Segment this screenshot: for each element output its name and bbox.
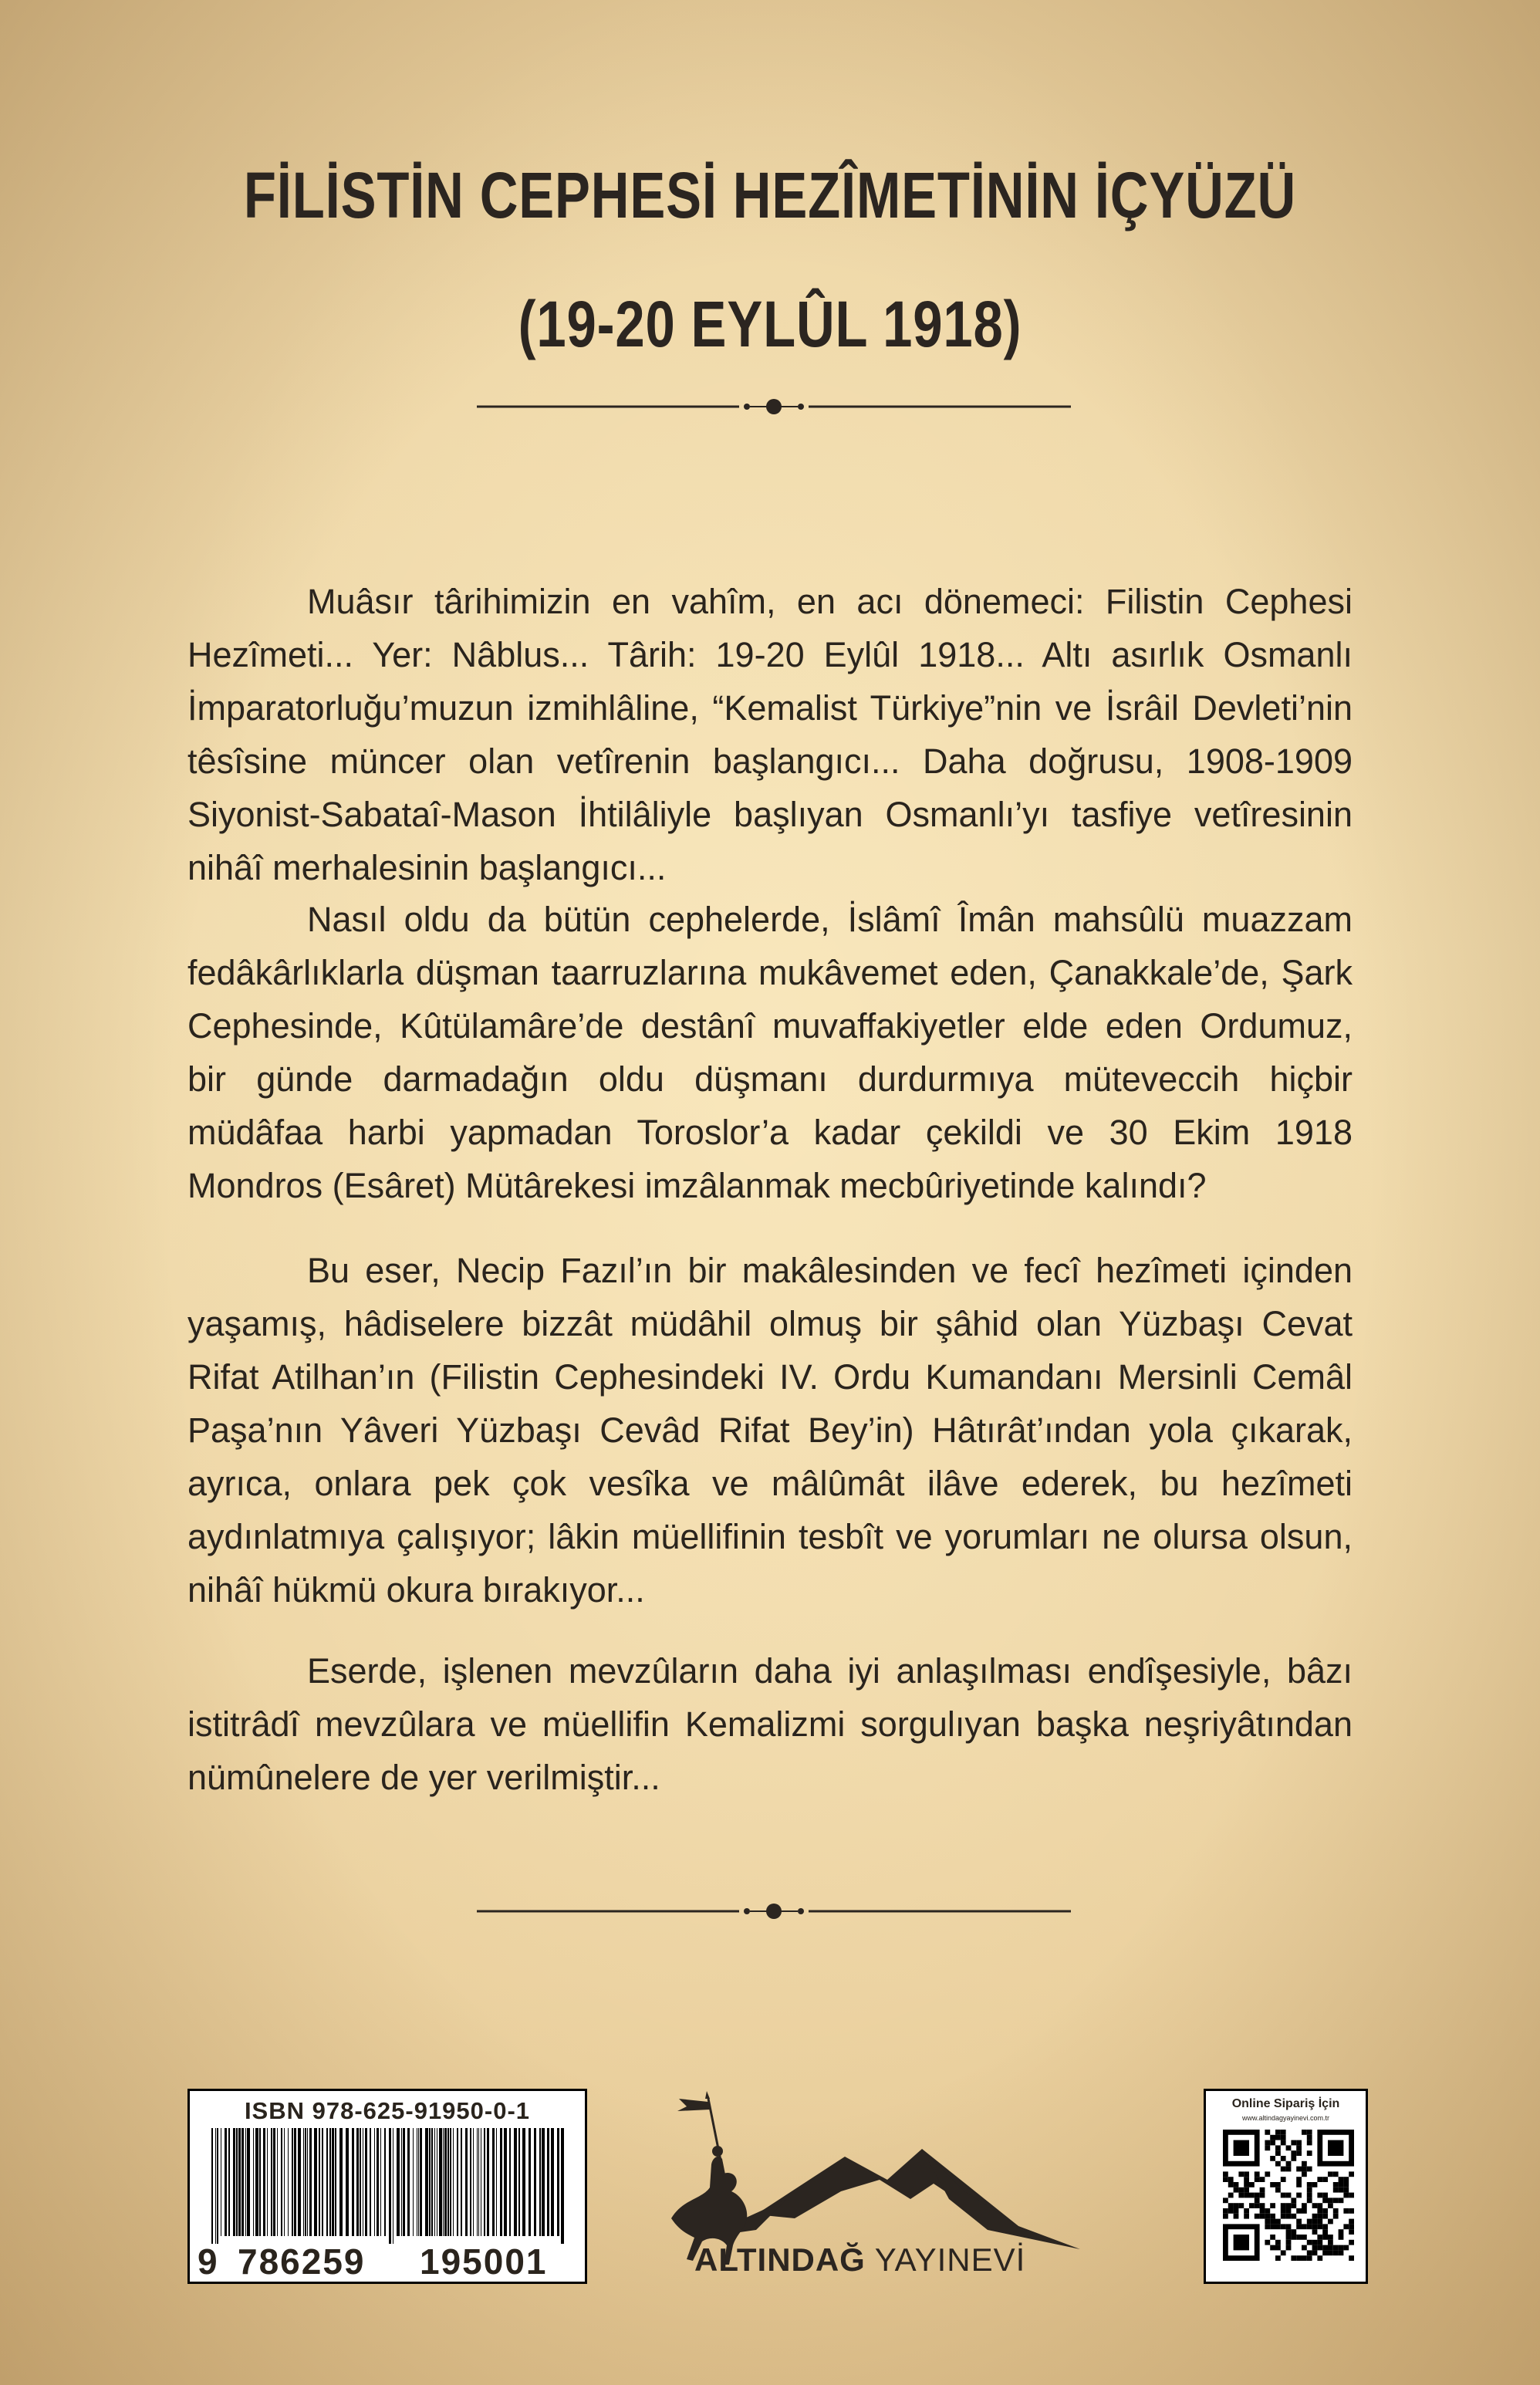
publisher-name xyxy=(694,2241,1025,2279)
qr-code-icon xyxy=(1223,2130,1354,2261)
barcode-digits-left: 786259 xyxy=(238,2241,366,2282)
publisher-name-regular: YAYINEVİ xyxy=(874,2241,1026,2278)
isbn-barcode xyxy=(187,2089,587,2284)
ornament-divider-bottom xyxy=(477,1900,1071,1923)
barcode-digits xyxy=(194,2241,585,2282)
ornament-divider-top xyxy=(477,395,1071,418)
book-subtitle-date: (19-20 EYLÛL 1918) xyxy=(518,288,1022,360)
barcode-digit-first: 9 xyxy=(198,2241,218,2282)
blurb-paragraph-1: Muâsır târihimizin en vahîm, en acı dönemeci: Filistin Cephesi Hezîmeti... Yer: Nâblus... Târih: 19-20 Eylûl 1918... Altı asırlık Osmanlı İmparatorluğu’muzun izmihlâline, “Kemalist Türkiye”nin ve İsrâil Devleti’nin têsîsine müncer olan vetîrenin başlangıcı... Daha doğrusu, 1908-1909 Siyonist-Sabataî-Mason İhtilâliyle başlıyan Osmanlı’yı tasfiye vetîresinin nihâî merhalesinin başlangıcı... xyxy=(187,582,1353,887)
qr-code-panel xyxy=(1204,2089,1368,2284)
book-title: FİLİSTİN CEPHESİ HEZÎMETİNİN İÇYÜZÜ xyxy=(243,159,1297,231)
qr-title: Online Sipariş İçin xyxy=(1231,2097,1340,2110)
publisher-name-bold: ALTINDAĞ xyxy=(694,2241,866,2278)
isbn-label: ISBN 978-625-91950-0-1 xyxy=(244,2097,531,2124)
blurb-paragraph-2: Nasıl oldu da bütün cephelerde, İslâmî Îmân mahsûlü muazzam fedâkârlıklarla düşman taarruzlarına mukâvemet eden, Çanakkale’de, Şark Cephesinde, Kûtülamâre’de destânî muvaffakiyetler elde eden Ordumuz, bir günde darmadağın oldu düşmanı durdurmıya müteveccih hiçbir müdâfaa harbi yapmadan Toroslor’a kadar çekildi ve 30 Ekim 1918 Mondros (Esâret) Mütârekesi imzâlanmak mecbûriyetinde kalındı? xyxy=(187,900,1353,1205)
barcode-bars xyxy=(211,2128,568,2244)
blurb-paragraph-4: Eserde, işlenen mevzûların daha iyi anlaşılması endîşesiyle, bâzı istitrâdî mevzûlara ve müellifin Kemalizmi sorgulıyan başka neşriyâtından nümûnelere de yer verilmiştir... xyxy=(187,1651,1353,1797)
barcode-digits-right: 195001 xyxy=(420,2241,548,2282)
qr-url: www.altindagyayinevi.com.tr xyxy=(1241,2114,1330,2122)
blurb-paragraph-3: Bu eser, Necip Fazıl’ın bir makâlesinden ve fecî hezîmeti içinden yaşamış, hâdiselere bizzât müdâhil olmuş bir şâhid olan Yüzbaşı Cevat Rifat Atilhan’ın (Filistin Cephesindeki IV. Ordu Kumandanı Mersinli Cemâl Paşa’nın Yâveri Yüzbaşı Cevâd Rifat Bey’in) Hâtırât’ından yola çıkarak, ayrıca, onlara pek çok vesîka ve mâlûmât ilâve ederek, bu hezîmeti aydınlatmıya çalışıyor; lâkin müellifinin tesbît ve yorumları ne olursa olsun, nihâî hükmü okura bırakıyor... xyxy=(187,1251,1353,1610)
